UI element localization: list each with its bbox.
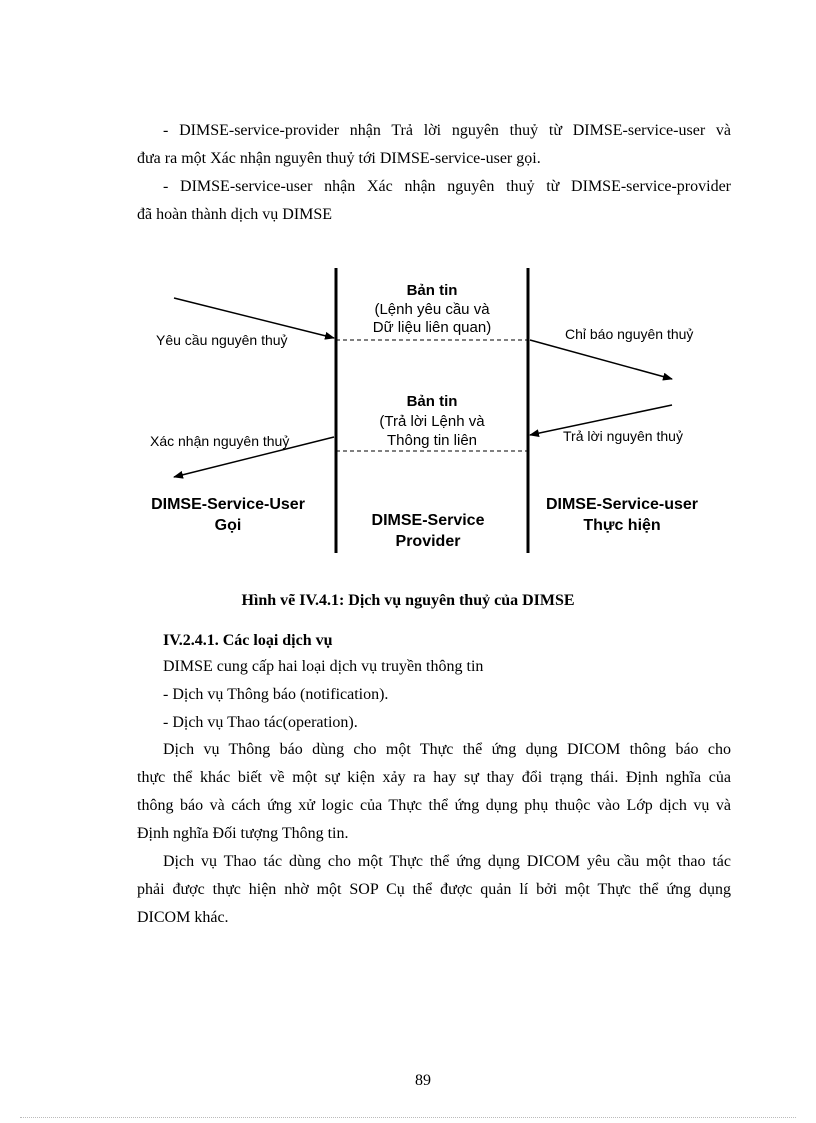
figure-caption: Hình vẽ IV.4.1: Dịch vụ nguyên thuỷ của DIMSE: [241, 592, 575, 609]
paragraph-2-line-2: phải được thực hiện nhờ một SOP Cụ thể được quản lí bởi một Thực thể ứng dụng: [137, 881, 731, 898]
paragraph-1-line-2: thực thể khác biết về một sự kiện xảy ra hay sự thay đổi trạng thái. Định nghĩa của: [137, 769, 731, 786]
section-heading: IV.2.4.1. Các loại dịch vụ: [163, 632, 333, 649]
paragraph-2-line-3: DICOM khác.: [137, 909, 229, 926]
left-label-line-2: Gọi: [214, 517, 242, 534]
message-2-title: Bản tin: [406, 393, 458, 410]
paragraph-1-line-1: Dịch vụ Thông báo dùng cho một Thực thể ứng dụng DICOM thông báo cho: [163, 741, 731, 758]
page-bottom-rule: [20, 1117, 796, 1118]
intro-bullet-2-line-2: đã hoàn thành dịch vụ DIMSE: [137, 206, 333, 223]
paragraph-2-line-1: Dịch vụ Thao tác dùng cho một Thực thể ứng dụng DICOM yêu cầu một thao tác: [163, 853, 731, 870]
message-1-line-1: (Lệnh yêu cầu và: [374, 301, 490, 318]
paragraph-1-line-4: Định nghĩa Đối tượng Thông tin.: [137, 825, 349, 842]
message-1-line-2: Dữ liệu liên quan): [372, 319, 492, 336]
center-label-line-2: Provider: [395, 533, 461, 550]
indication-arrow: [530, 340, 672, 379]
message-2-line-1: (Trả lời Lệnh và: [379, 413, 485, 430]
response-label: Trả lời nguyên thuỷ: [563, 428, 683, 444]
intro-bullet-1-line-1: - DIMSE-service-provider nhận Trả lời nguyên thuỷ từ DIMSE-service-user và: [163, 122, 731, 139]
right-label-line-1: DIMSE-Service-user: [545, 496, 699, 513]
message-2-line-2: Thông tin liên: [386, 432, 478, 449]
message-1-title: Bản tin: [406, 282, 458, 299]
paragraph-1-line-3: thông báo và cách ứng xử logic của Thực thể ứng dụng phụ thuộc vào Lớp dịch vụ và: [137, 797, 731, 814]
section-intro: DIMSE cung cấp hai loại dịch vụ truyền thông tin: [163, 658, 484, 675]
service-item-notification: - Dịch vụ Thông báo (notification).: [163, 686, 389, 703]
indication-label: Chỉ báo nguyên thuỷ: [565, 326, 694, 342]
left-label-line-1: DIMSE-Service-User: [151, 496, 305, 513]
intro-bullet-1-line-2: đưa ra một Xác nhận nguyên thuỷ tới DIMSE-service-user gọi.: [137, 150, 541, 167]
page-number: 89: [415, 1072, 431, 1089]
right-label-line-2: Thực hiện: [583, 517, 661, 534]
confirm-label: Xác nhận nguyên thuỷ: [150, 433, 290, 449]
intro-bullet-2-line-1: - DIMSE-service-user nhận Xác nhận nguyên thuỷ từ DIMSE-service-provider: [163, 178, 731, 195]
request-label: Yêu cầu nguyên thuỷ: [156, 332, 288, 348]
center-label-line-1: DIMSE-Service: [371, 512, 485, 529]
service-item-operation: - Dịch vụ Thao tác(operation).: [163, 714, 358, 731]
